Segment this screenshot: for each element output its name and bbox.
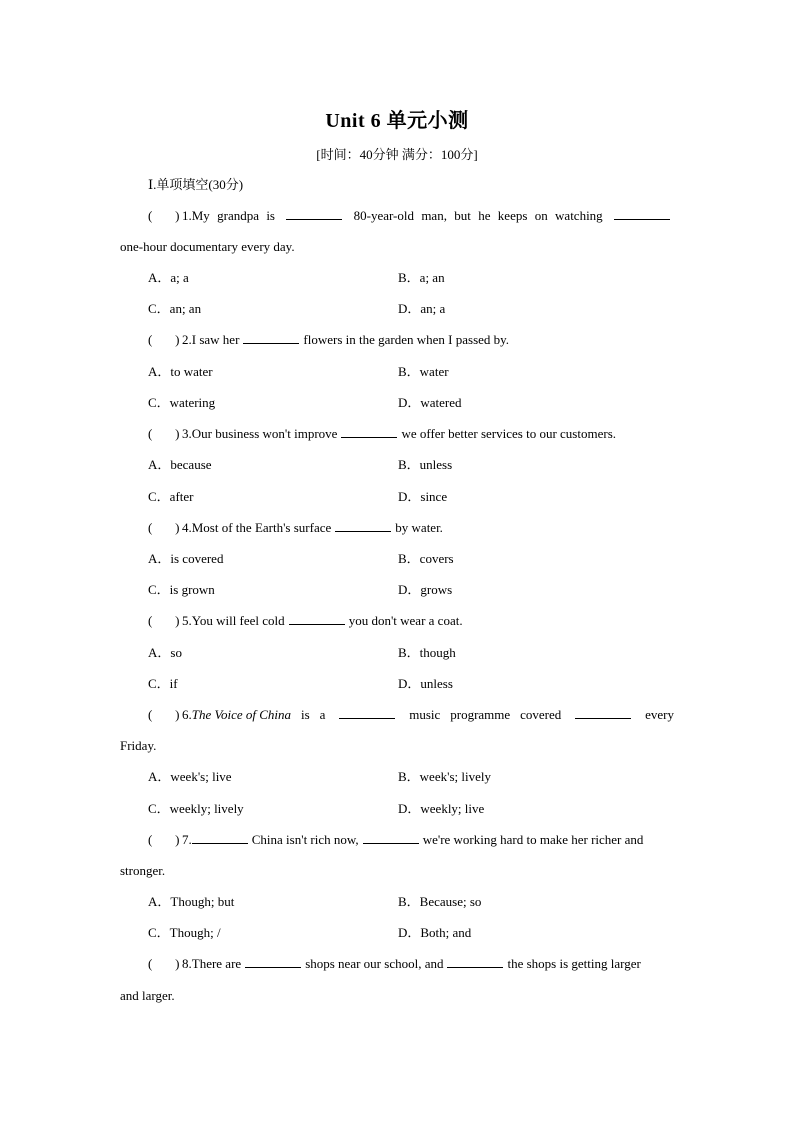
option-d[interactable]: D．since — [398, 489, 448, 504]
question-7-continuation: stronger. — [120, 863, 166, 878]
answer-blank[interactable] — [243, 331, 299, 344]
question-6: ( ) 6.The Voice of China is a music programme covered every — [148, 707, 674, 722]
question-1-continuation: one-hour documentary every day. — [120, 239, 295, 254]
answer-blank[interactable] — [245, 955, 301, 968]
answer-paren[interactable]: ( ) — [148, 520, 180, 535]
question-5: ( ) 5.You will feel cold you don't wear a coat. — [148, 613, 463, 628]
answer-blank[interactable] — [363, 831, 419, 844]
answer-blank[interactable] — [286, 207, 342, 220]
answer-blank[interactable] — [192, 831, 248, 844]
option-c[interactable]: C．if — [148, 676, 178, 691]
option-b[interactable]: B．unless — [398, 457, 453, 472]
answer-paren[interactable]: ( ) — [148, 208, 180, 223]
page-title: Unit 6 单元小测 — [325, 110, 469, 132]
option-d[interactable]: D．weekly; live — [398, 801, 485, 816]
option-b[interactable]: B．a; an — [398, 270, 445, 285]
answer-paren[interactable]: ( ) — [148, 613, 180, 628]
option-d[interactable]: D．unless — [398, 676, 453, 691]
option-b[interactable]: B．covers — [398, 551, 454, 566]
option-b[interactable]: B．water — [398, 364, 449, 379]
answer-paren[interactable]: ( ) — [148, 426, 180, 441]
question-1: ( ) 1.My grandpa is 80-year-old man, but he keeps on watching — [148, 207, 674, 225]
option-a[interactable]: A．so — [148, 645, 182, 660]
option-d[interactable]: D．Both; and — [398, 925, 472, 940]
option-c[interactable]: C．is grown — [148, 582, 215, 597]
option-a[interactable]: A．Though; but — [148, 894, 235, 909]
section-heading: Ⅰ.单项填空(30分) — [148, 177, 244, 192]
option-d[interactable]: D．an; a — [398, 301, 446, 316]
question-6-continuation: Friday. — [120, 738, 157, 753]
option-c[interactable]: C．weekly; lively — [148, 801, 244, 816]
option-d[interactable]: D．grows — [398, 582, 453, 597]
option-a[interactable]: A．week's; live — [148, 769, 232, 784]
time-score-info: [时间：40分钟 满分：100分] — [316, 147, 478, 162]
answer-blank[interactable] — [341, 425, 397, 438]
programme-title: The Voice of China — [191, 707, 292, 722]
option-a[interactable]: A．to water — [148, 364, 213, 379]
answer-paren[interactable]: ( ) — [148, 956, 180, 971]
answer-paren[interactable]: ( ) — [148, 707, 180, 722]
option-b[interactable]: B．though — [398, 645, 456, 660]
option-c[interactable]: C．after — [148, 489, 194, 504]
answer-paren[interactable]: ( ) — [148, 332, 180, 347]
question-3: ( ) 3.Our business won't improve we offer better services to our customers. — [148, 426, 616, 441]
option-a[interactable]: A．a; a — [148, 270, 189, 285]
answer-blank[interactable] — [289, 612, 345, 625]
option-d[interactable]: D．watered — [398, 395, 462, 410]
option-a[interactable]: A．is covered — [148, 551, 224, 566]
question-8: ( ) 8.There are shops near our school, and the shops is getting larger — [148, 956, 641, 971]
option-c[interactable]: C．an; an — [148, 301, 202, 316]
question-4: ( ) 4.Most of the Earth's surface by water. — [148, 520, 443, 535]
option-c[interactable]: C．watering — [148, 395, 216, 410]
option-b[interactable]: B．week's; lively — [398, 769, 491, 784]
answer-blank[interactable] — [335, 519, 391, 532]
question-8-continuation: and larger. — [120, 988, 175, 1003]
option-a[interactable]: A．because — [148, 457, 212, 472]
option-c[interactable]: C．Though; / — [148, 925, 221, 940]
answer-blank[interactable] — [447, 955, 503, 968]
answer-blank[interactable] — [575, 706, 631, 719]
question-2: ( ) 2.I saw her flowers in the garden when I passed by. — [148, 332, 510, 347]
answer-paren[interactable]: ( ) — [148, 832, 180, 847]
answer-blank[interactable] — [339, 706, 395, 719]
option-b[interactable]: B．Because; so — [398, 894, 482, 909]
question-7: ( ) 7. China isn't rich now, we're working hard to make her richer and — [148, 832, 644, 847]
answer-blank[interactable] — [614, 207, 670, 220]
